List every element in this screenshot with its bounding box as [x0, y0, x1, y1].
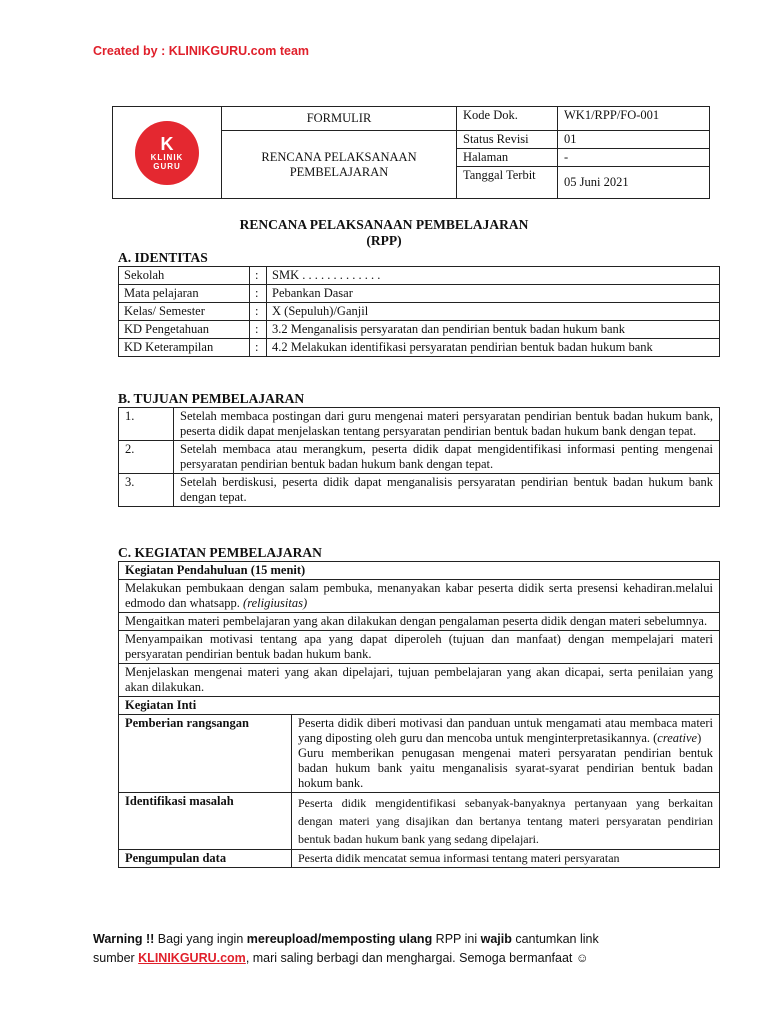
inti-text-1-end: ) — [697, 731, 702, 745]
warning-text: Bagi yang ingin — [154, 932, 247, 946]
table-row — [119, 321, 720, 339]
logo-text-1: KLINIK — [150, 152, 184, 162]
identitas-sep: : — [250, 339, 267, 357]
tujuan-no: 2. — [119, 441, 174, 474]
tujuan-text: Setelah membaca atau merangkum, peserta didik dapat mengidentifikasi informasi penting mengenai persyaratan pendirian bentuk badan hukum bank dengan tepat. — [174, 441, 720, 474]
warning-note — [93, 930, 599, 968]
warning-bold: wajib — [480, 932, 512, 946]
tujuan-no: 1. — [119, 408, 174, 441]
document-title — [0, 217, 768, 249]
halaman-value: - — [558, 149, 710, 167]
rpp-title-2: PEMBELAJARAN — [289, 164, 389, 179]
warning-text: RPP ini — [432, 932, 481, 946]
inti-text: Peserta didik mencatat semua informasi tentang materi persyaratan — [292, 850, 720, 868]
identitas-label: Sekolah — [119, 267, 250, 285]
identitas-label: KD Keterampilan — [119, 339, 250, 357]
table-row — [119, 339, 720, 357]
warning-line-2 — [93, 949, 599, 968]
identitas-value: 4.2 Melakukan identifikasi persyaratan pendirian bentuk badan hukum bank — [267, 339, 720, 357]
table-row — [119, 664, 720, 697]
kode-value: WK1/RPP/FO-001 — [558, 107, 710, 131]
identitas-label: KD Pengetahuan — [119, 321, 250, 339]
table-row — [119, 285, 720, 303]
identitas-table — [118, 266, 720, 357]
pendahuluan-item: Menyampaikan motivasi tentang apa yang dapat diperoleh (tujuan dan manfaat) dengan mempelajari materi persyaratan pendirian bentuk badan hukum bank. — [119, 631, 720, 664]
rpp-title-cell — [222, 131, 457, 199]
section-tujuan-heading: B. TUJUAN PEMBELAJARAN — [118, 391, 305, 406]
identitas-label: Mata pelajaran — [119, 285, 250, 303]
pendahuluan-title: Kegiatan Pendahuluan (15 menit) — [119, 562, 720, 580]
table-row — [119, 267, 720, 285]
table-row — [119, 441, 720, 474]
pendahuluan-italic: (religiusitas) — [243, 596, 308, 610]
inti-label: Pengumpulan data — [119, 850, 292, 868]
revisi-value: 01 — [558, 131, 710, 149]
table-row — [119, 303, 720, 321]
identitas-value: Pebankan Dasar — [267, 285, 720, 303]
inti-title: Kegiatan Inti — [119, 697, 720, 715]
warning-text: , mari saling berbagi dan menghargai. Semoga bermanfaat ☺ — [245, 951, 589, 965]
pendahuluan-item: Mengaitkan materi pembelajaran yang akan dilakukan dengan pengalaman peserta didik dengan materi sebelumnya. — [119, 613, 720, 631]
tujuan-table — [118, 407, 720, 507]
inti-label: Pemberian rangsangan — [119, 715, 292, 793]
inti-text-2: Guru memberikan penugasan mengenai materi persyaratan pendirian bentuk badan hukum bank yaitu menganalisis syarat-syarat pendirian bentuk badan hokum bank. — [298, 746, 713, 790]
tanggal-value: 05 Juni 2021 — [558, 167, 710, 199]
identitas-sep: : — [250, 303, 267, 321]
warning-line-1 — [93, 930, 599, 949]
warning-text: sumber — [93, 951, 139, 965]
table-row — [119, 580, 720, 613]
inti-italic: creative — [657, 731, 698, 745]
identitas-label: Kelas/ Semester — [119, 303, 250, 321]
identitas-sep: : — [250, 285, 267, 303]
document-title-line1: RENCANA PELAKSANAAN PEMBELAJARAN — [239, 217, 529, 232]
warning-label: Warning !! — [93, 932, 155, 946]
warning-text: cantumkan link — [511, 932, 599, 946]
table-row — [119, 715, 720, 793]
table-row — [119, 793, 720, 850]
rpp-title-1: RENCANA PELAKSANAAN — [261, 149, 417, 164]
logo-cell — [113, 107, 222, 199]
halaman-label: Halaman — [457, 149, 558, 167]
identitas-value: 3.2 Menganalisis persyaratan dan pendirian bentuk badan hukum bank — [267, 321, 720, 339]
identitas-sep: : — [250, 267, 267, 285]
formulir-cell: FORMULIR — [222, 107, 457, 131]
credit-line: Created by : KLINIKGURU.com team — [93, 44, 310, 58]
table-row — [119, 474, 720, 507]
section-identitas-heading: A. IDENTITAS — [118, 250, 208, 265]
table-row — [119, 631, 720, 664]
tanggal-label: Tanggal Terbit — [457, 167, 558, 199]
klinikguru-logo — [135, 121, 199, 185]
logo-text-2: GURU — [153, 161, 181, 171]
warning-bold: mereupload/memposting ulang — [246, 932, 433, 946]
section-kegiatan-heading: C. KEGIATAN PEMBELAJARAN — [118, 545, 322, 560]
table-row — [119, 613, 720, 631]
revisi-label: Status Revisi — [457, 131, 558, 149]
pendahuluan-item — [119, 580, 720, 613]
kode-label: Kode Dok. — [457, 107, 558, 131]
identitas-value: X (Sepuluh)/Ganjil — [267, 303, 720, 321]
kegiatan-table — [118, 561, 720, 868]
tujuan-no: 3. — [119, 474, 174, 507]
document-title-line2: (RPP) — [366, 233, 402, 248]
pendahuluan-item: Menjelaskan mengenai materi yang akan dipelajari, tujuan pembelajaran yang akan dicapai, serta penilaian yang akan dilakukan. — [119, 664, 720, 697]
inti-text — [292, 715, 720, 793]
pendahuluan-text: Melakukan pembukaan dengan salam pembuka, menanyakan kabar peserta didik serta presensi kehadiran.melalui edmodo dan whatsapp. — [125, 581, 713, 610]
tujuan-text: Setelah membaca postingan dari guru mengenai materi persyaratan pendirian bentuk badan hukum bank, peserta didik dapat menjelaskan tentang persyaratan pendirian bentuk badan hukum bank dengan tepat. — [174, 408, 720, 441]
table-row — [119, 408, 720, 441]
inti-text: Peserta didik mengidentifikasi sebanyak-banyaknya pertanyaan yang berkaitan dengan materi yang disajikan dan bertanya tentang materi persyaratan pendirian bentuk badan hukum bank yang sedang dipelajari. — [292, 793, 720, 850]
identitas-value: SMK . . . . . . . . . . . . . — [267, 267, 720, 285]
table-row — [119, 850, 720, 868]
form-header-table — [112, 106, 710, 199]
klinikguru-link[interactable]: KLINIKGURU.com — [138, 951, 246, 965]
tujuan-text: Setelah berdiskusi, peserta didik dapat menganalisis persyaratan pendirian bentuk badan hukum bank dengan tepat. — [174, 474, 720, 507]
identitas-sep: : — [250, 321, 267, 339]
inti-label: Identifikasi masalah — [119, 793, 292, 850]
logo-k: K — [160, 133, 174, 154]
inti-text-1: Peserta didik diberi motivasi dan panduan untuk mengamati atau membaca materi yang diposting oleh guru dan mencoba untuk menginterpretasikannya. ( — [298, 716, 713, 745]
